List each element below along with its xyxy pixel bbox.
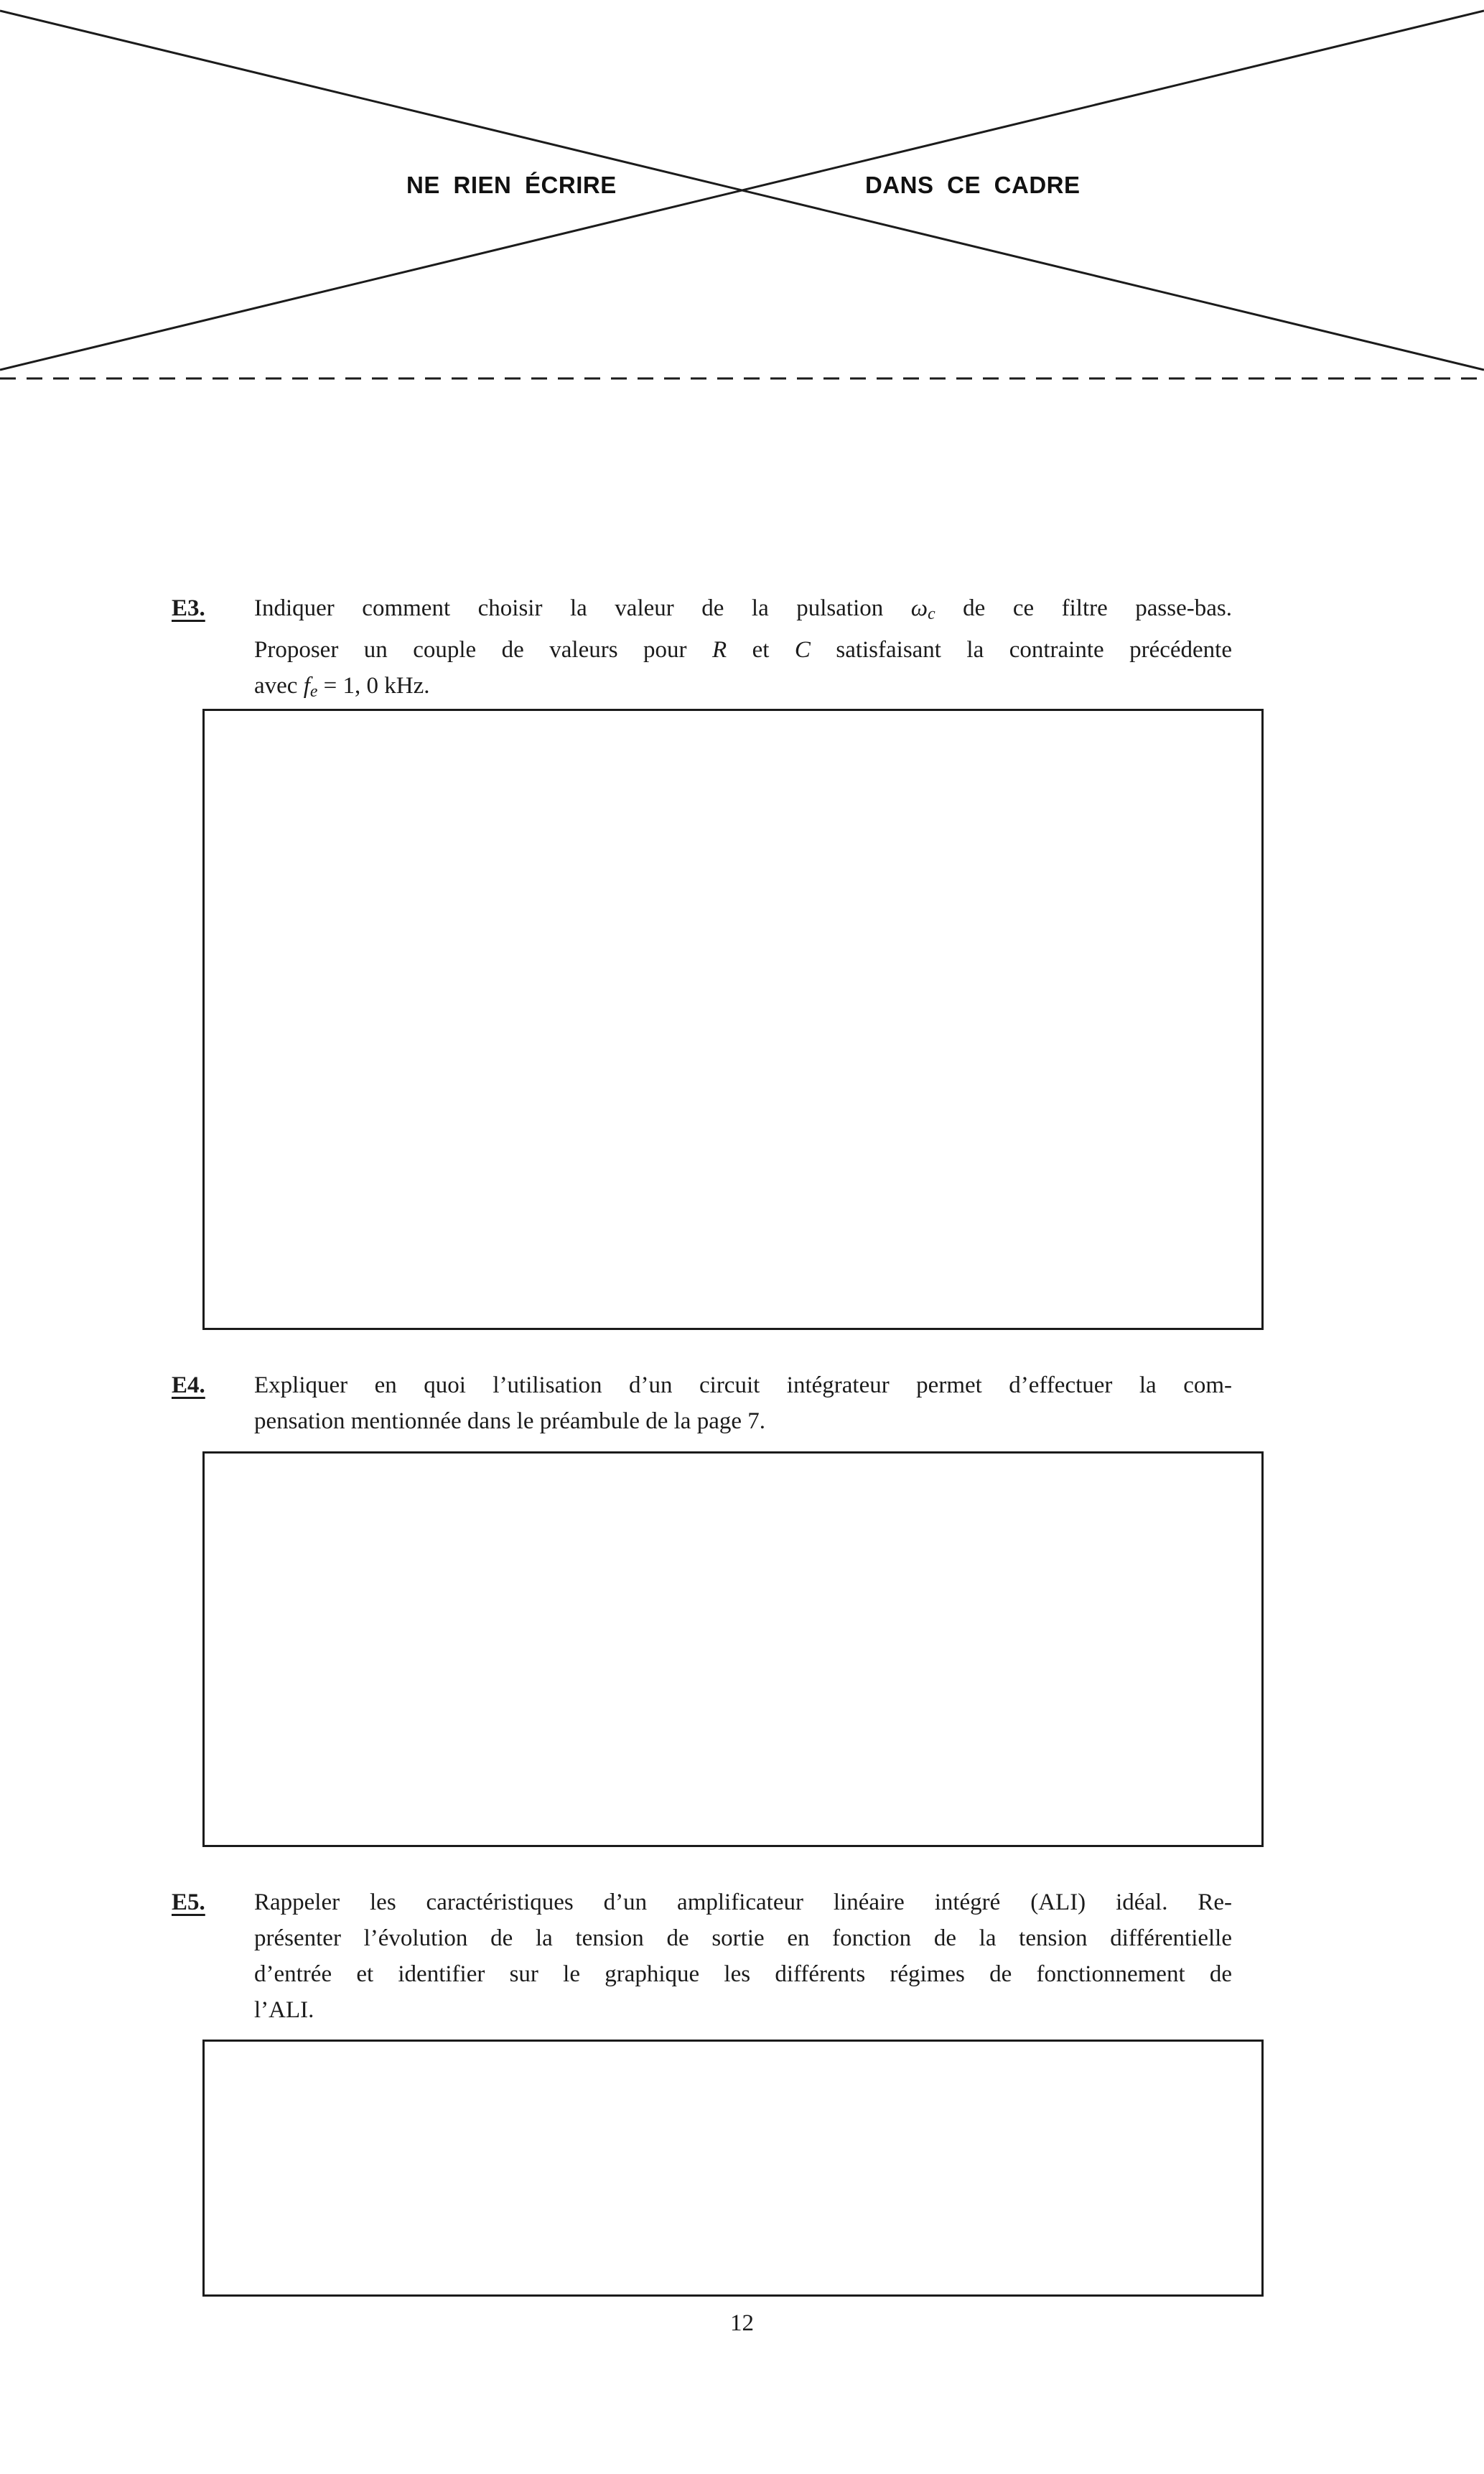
- question-e3-text: [254, 590, 1232, 710]
- question-e5-text: [254, 1884, 1232, 2028]
- text-segment: ω: [910, 595, 928, 621]
- question-text-line: [254, 1956, 1232, 1992]
- text-segment: l’ALI.: [254, 1997, 314, 2023]
- page-number: 12: [730, 2310, 754, 2336]
- question-e3-label: E3.: [172, 595, 205, 621]
- do-not-write-label-left: NE RIEN ÉCRIRE: [406, 172, 617, 198]
- question-e4-label: E4.: [172, 1372, 205, 1398]
- question-text-line: [254, 1992, 1232, 2028]
- text-segment: présenter l’évolution de la tension de sortie en fonction de la tension différentielle: [254, 1925, 1232, 1951]
- text-segment: d’entrée et identifier sur le graphique les différents régimes de fonctionnement de: [254, 1961, 1232, 1987]
- text-segment: C: [794, 637, 811, 664]
- text-segment: Rappeler les caractéristiques d’un amplificateur linéaire intégré (ALI) idéal. Re-: [254, 1889, 1232, 1915]
- text-segment: avec: [254, 673, 304, 699]
- question-text-line: [254, 632, 1232, 668]
- text-segment: Proposer un couple de valeurs pour: [254, 637, 712, 664]
- question-text-line: [254, 668, 1232, 710]
- text-segment: satisfaisant la contrainte précédente: [810, 637, 1232, 664]
- answer-box-e3: [202, 709, 1264, 1330]
- text-segment: e: [309, 682, 318, 702]
- question-e4-text: [254, 1367, 1232, 1439]
- question-text-line: [254, 1403, 1232, 1439]
- text-segment: c: [928, 605, 935, 624]
- text-segment: de ce filtre passe-bas.: [935, 595, 1232, 621]
- text-segment: pensation mentionnée dans le préambule de la page 7.: [254, 1408, 765, 1434]
- question-text-line: [254, 1884, 1232, 1920]
- text-segment: Indiquer comment choisir la valeur de la pulsation: [254, 595, 911, 621]
- question-e4: [172, 1367, 1232, 1439]
- do-not-write-label-right: DANS CE CADRE: [865, 172, 1081, 198]
- question-e5-label: E5.: [172, 1889, 205, 1915]
- text-segment: f: [303, 673, 310, 699]
- question-text-line: [254, 590, 1232, 632]
- question-text-line: [254, 1367, 1232, 1403]
- question-e3: [172, 590, 1232, 710]
- answer-box-e4: [202, 1451, 1264, 1847]
- question-e5: [172, 1884, 1232, 2028]
- text-segment: R: [711, 637, 727, 664]
- text-segment: Expliquer en quoi l’utilisation d’un circuit intégrateur permet d’effectuer la com-: [254, 1372, 1232, 1398]
- text-segment: et: [727, 637, 795, 664]
- answer-box-e5: [202, 2040, 1264, 2297]
- do-not-write-frame: [0, 0, 1484, 388]
- question-text-line: [254, 1920, 1232, 1956]
- text-segment: = 1, 0 kHz.: [317, 673, 430, 699]
